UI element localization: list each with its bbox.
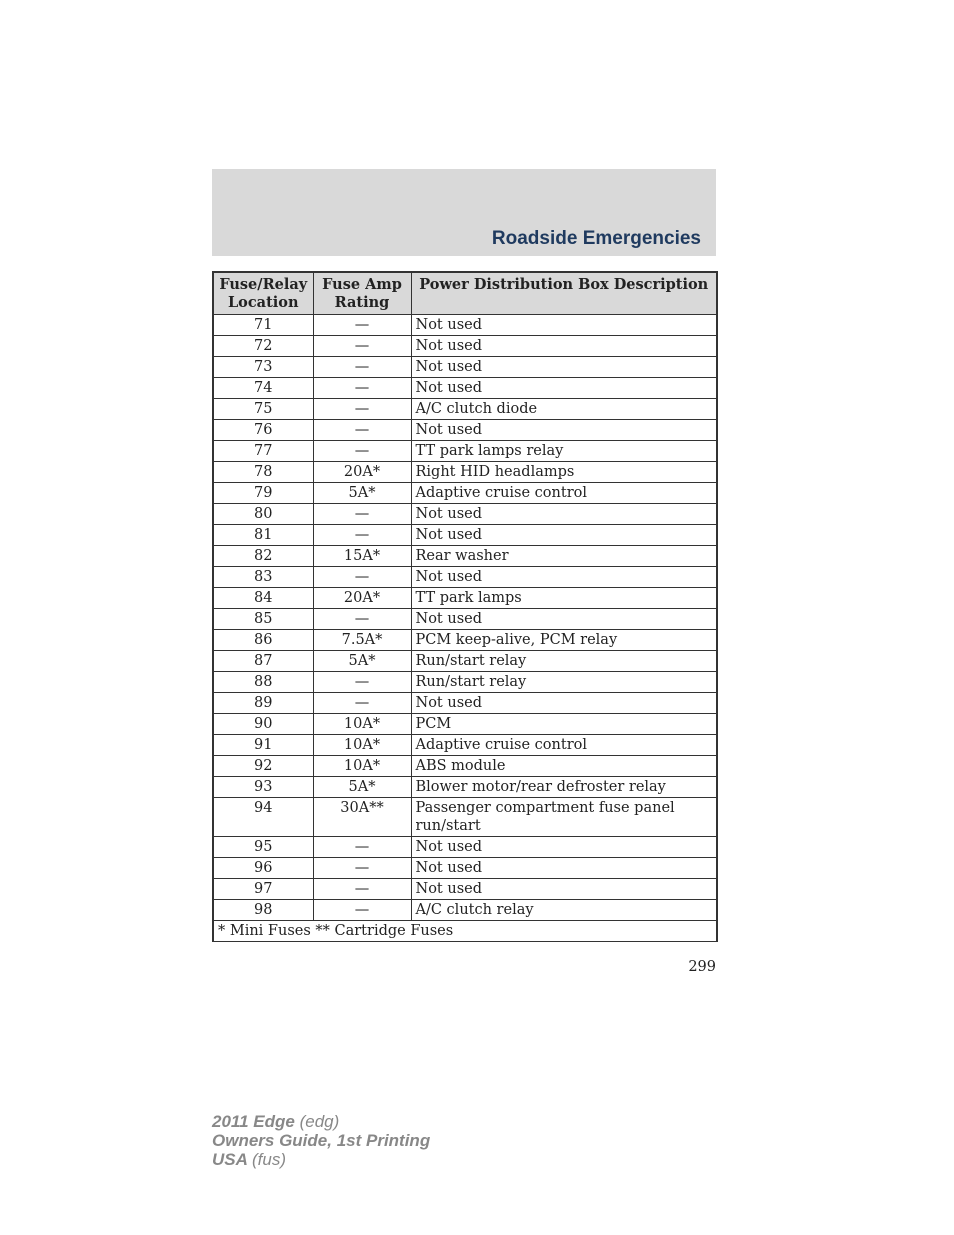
table-row xyxy=(213,693,717,714)
page-number: 299 xyxy=(688,959,716,975)
cell-description: TT park lamps xyxy=(411,588,717,609)
cell-amp-rating: 10A* xyxy=(313,714,411,735)
cell-description: Not used xyxy=(411,879,717,900)
cell-amp-rating: — xyxy=(313,900,411,921)
cell-location: 78 xyxy=(213,462,313,483)
cell-location: 79 xyxy=(213,483,313,504)
cell-location: 80 xyxy=(213,504,313,525)
cell-amp-rating: — xyxy=(313,315,411,336)
cell-location: 95 xyxy=(213,837,313,858)
cell-description: Not used xyxy=(411,336,717,357)
column-header-line: Location xyxy=(227,294,299,311)
cell-location: 85 xyxy=(213,609,313,630)
table-row xyxy=(213,714,717,735)
cell-location: 86 xyxy=(213,630,313,651)
table-row xyxy=(213,357,717,378)
cell-location: 98 xyxy=(213,900,313,921)
cell-amp-rating: 20A* xyxy=(313,588,411,609)
cell-location: 71 xyxy=(213,315,313,336)
table-row xyxy=(213,588,717,609)
table-row xyxy=(213,420,717,441)
cell-amp-rating: 15A* xyxy=(313,546,411,567)
cell-description: Run/start relay xyxy=(411,651,717,672)
cell-amp-rating: 5A* xyxy=(313,483,411,504)
column-header-line: Power Distribution Box Description xyxy=(419,276,709,293)
cell-amp-rating: — xyxy=(313,357,411,378)
cell-description: Run/start relay xyxy=(411,672,717,693)
table-body xyxy=(213,315,717,921)
column-header-line: Fuse/Relay xyxy=(219,276,308,293)
cell-amp-rating: — xyxy=(313,378,411,399)
cell-location: 90 xyxy=(213,714,313,735)
cell-description: TT park lamps relay xyxy=(411,441,717,462)
table-row xyxy=(213,567,717,588)
cell-location: 96 xyxy=(213,858,313,879)
cell-description: Not used xyxy=(411,858,717,879)
table-row xyxy=(213,441,717,462)
cell-location: 87 xyxy=(213,651,313,672)
cell-location: 89 xyxy=(213,693,313,714)
table-row xyxy=(213,462,717,483)
cell-amp-rating: 5A* xyxy=(313,651,411,672)
table-row xyxy=(213,672,717,693)
cell-description: Right HID headlamps xyxy=(411,462,717,483)
cell-location: 74 xyxy=(213,378,313,399)
cell-description: Not used xyxy=(411,315,717,336)
cell-amp-rating: — xyxy=(313,567,411,588)
cell-description: Not used xyxy=(411,567,717,588)
column-header-line: Rating xyxy=(334,294,390,311)
cell-location: 88 xyxy=(213,672,313,693)
table-footnote-row xyxy=(213,921,717,942)
cell-description: ABS module xyxy=(411,756,717,777)
cell-description: Adaptive cruise control xyxy=(411,735,717,756)
table-row xyxy=(213,546,717,567)
table-row xyxy=(213,798,717,837)
cell-amp-rating: — xyxy=(313,672,411,693)
table-row xyxy=(213,630,717,651)
table-row xyxy=(213,756,717,777)
table-row xyxy=(213,837,717,858)
cell-location: 83 xyxy=(213,567,313,588)
cell-location: 72 xyxy=(213,336,313,357)
cell-description: Rear washer xyxy=(411,546,717,567)
column-header-description xyxy=(411,272,717,315)
cell-description: Not used xyxy=(411,693,717,714)
cell-amp-rating: 10A* xyxy=(313,735,411,756)
cell-description: Not used xyxy=(411,504,717,525)
cell-description: Not used xyxy=(411,609,717,630)
cell-location: 92 xyxy=(213,756,313,777)
cell-description: Not used xyxy=(411,420,717,441)
footer-region: USA xyxy=(212,1150,248,1169)
cell-amp-rating: — xyxy=(313,399,411,420)
cell-description: Not used xyxy=(411,837,717,858)
cell-location: 97 xyxy=(213,879,313,900)
section-title: Roadside Emergencies xyxy=(491,228,701,249)
cell-amp-rating: — xyxy=(313,525,411,546)
cell-location: 93 xyxy=(213,777,313,798)
cell-location: 94 xyxy=(213,798,313,837)
cell-description: PCM keep-alive, PCM relay xyxy=(411,630,717,651)
table-row xyxy=(213,651,717,672)
table-row xyxy=(213,858,717,879)
table-header-row xyxy=(213,272,717,315)
table-row xyxy=(213,735,717,756)
cell-description: Not used xyxy=(411,378,717,399)
table-row xyxy=(213,504,717,525)
cell-amp-rating: — xyxy=(313,420,411,441)
cell-description: Not used xyxy=(411,525,717,546)
column-header-amp-rating xyxy=(313,272,411,315)
table-row xyxy=(213,336,717,357)
footer-line-model xyxy=(212,1112,430,1131)
table-row xyxy=(213,900,717,921)
fuse-table xyxy=(212,271,718,942)
table-row xyxy=(213,879,717,900)
footer-region-code: (fus) xyxy=(252,1150,286,1169)
footer-model: 2011 Edge xyxy=(212,1112,295,1131)
cell-description: Adaptive cruise control xyxy=(411,483,717,504)
cell-location: 76 xyxy=(213,420,313,441)
table-row xyxy=(213,315,717,336)
cell-amp-rating: — xyxy=(313,837,411,858)
cell-location: 91 xyxy=(213,735,313,756)
cell-amp-rating: — xyxy=(313,441,411,462)
table-row xyxy=(213,525,717,546)
cell-location: 82 xyxy=(213,546,313,567)
column-header-line: Fuse Amp xyxy=(322,276,402,293)
cell-amp-rating: 30A** xyxy=(313,798,411,837)
column-header-location xyxy=(213,272,313,315)
cell-location: 75 xyxy=(213,399,313,420)
cell-description: Passenger compartment fuse panel run/start xyxy=(411,798,717,837)
footer-model-code: (edg) xyxy=(299,1112,340,1131)
table-row xyxy=(213,378,717,399)
table-row xyxy=(213,399,717,420)
cell-amp-rating: 20A* xyxy=(313,462,411,483)
cell-amp-rating: 5A* xyxy=(313,777,411,798)
footer-line-guide: Owners Guide, 1st Printing xyxy=(212,1131,431,1150)
cell-location: 81 xyxy=(213,525,313,546)
cell-amp-rating: — xyxy=(313,858,411,879)
cell-amp-rating: — xyxy=(313,693,411,714)
cell-location: 77 xyxy=(213,441,313,462)
cell-description: A/C clutch relay xyxy=(411,900,717,921)
table-row xyxy=(213,777,717,798)
cell-description: A/C clutch diode xyxy=(411,399,717,420)
table-footnote: * Mini Fuses ** Cartridge Fuses xyxy=(213,921,717,942)
document-footer xyxy=(212,1112,430,1169)
table-row xyxy=(213,609,717,630)
table-row xyxy=(213,483,717,504)
cell-location: 84 xyxy=(213,588,313,609)
cell-description: Blower motor/rear defroster relay xyxy=(411,777,717,798)
footer-line-region xyxy=(212,1150,430,1169)
cell-amp-rating: 10A* xyxy=(313,756,411,777)
cell-location: 73 xyxy=(213,357,313,378)
section-header-band xyxy=(212,169,716,256)
cell-description: PCM xyxy=(411,714,717,735)
cell-amp-rating: — xyxy=(313,609,411,630)
cell-description: Not used xyxy=(411,357,717,378)
cell-amp-rating: — xyxy=(313,879,411,900)
cell-amp-rating: — xyxy=(313,336,411,357)
cell-amp-rating: — xyxy=(313,504,411,525)
cell-amp-rating: 7.5A* xyxy=(313,630,411,651)
